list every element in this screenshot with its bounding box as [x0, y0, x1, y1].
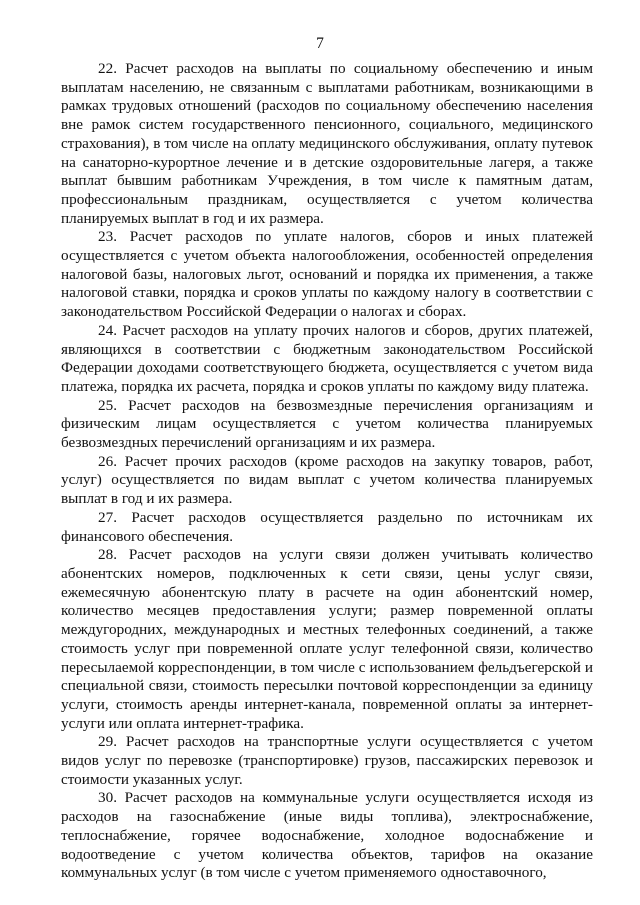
paragraph-29: 29. Расчет расходов на транспортные услуги осуществляется с учетом видов услуг по перевозке (транспортировке) грузов, пассажирских перевозок и стоимости указанных услуг. — [61, 733, 593, 788]
document-body — [61, 60, 593, 883]
paragraph-25: 25. Расчет расходов на безвозмездные перечисления организациям и физическим лицам осуществляется с учетом количества планируемых безвозмездных перечислений организациям и их размера. — [61, 396, 593, 452]
paragraph-28: 28. Расчет расходов на услуги связи должен учитывать количество абонентских номеров, подключенных к сети связи, цены услуг связи, ежемесячную абонентскую плату в расчете на один абонентский номер, количество месяцев предоставления услуги; размер повременной оплаты междугородних, международных и местных телефонных соединений, а также стоимость услуг при повременной оплате услуг телефонной связи, количество пересылаемой корреспонденции, в том числе с использованием фельдъегерской и специальной связи, стоимость пересылки почтовой корреспонденции за единицу услуги, стоимость аренды интернет-канала, повременной оплаты за интернет-услуги или оплата интернет-трафика. — [61, 546, 593, 732]
paragraph-26: 26. Расчет прочих расходов (кроме расходов на закупку товаров, работ, услуг) осуществляется по видам выплат с учетом количества планируемых выплат в год и их размера. — [61, 452, 593, 508]
paragraph-22: 22. Расчет расходов на выплаты по социальному обеспечению и иным выплатам населению, не связанным с выплатами работникам, возникающими в рамках трудовых отношений (расходов по социальному обеспечению населения вне рамок систем государственного пенсионного, социального, медицинского страхования), в том числе на оплату медицинского обслуживания, оплату путевок на санаторно-курортное лечение и в детские оздоровительные лагеря, а также выплат бывшим работникам Учреждения, в том числе к памятным датам, профессиональным праздникам, осуществляется с учетом количества планируемых выплат в год и их размера. — [61, 60, 593, 227]
paragraph-23: 23. Расчет расходов по уплате налогов, сборов и иных платежей осуществляется с учетом объекта налогообложения, особенностей определения налоговой базы, налоговых льгот, оснований и порядка их применения, а также налоговой ставки, порядка и сроков уплаты по каждому налогу в соответствии с законодательством Российской Федерации о налогах и сборах. — [61, 228, 593, 321]
paragraph-27: 27. Расчет расходов осуществляется раздельно по источникам их финансового обеспечения. — [61, 508, 593, 545]
paragraph-30: 30. Расчет расходов на коммунальные услуги осуществляется исходя из расходов на газоснабжение (иные виды топлива), электроснабжение, теплоснабжение, горячее водоснабжение, холодное водоснабжение и водоотведение с учетом количества объектов, тарифов на оказание коммунальных услуг (в том числе с учетом применяемого одноставочного, — [61, 789, 593, 882]
paragraph-24: 24. Расчет расходов на уплату прочих налогов и сборов, других платежей, являющихся в соответствии с бюджетным законодательством Российской Федерации доходами соответствующего бюджета, осуществляется с учетом вида платежа, порядка их расчета, порядка и сроков уплаты по каждому виду платежа. — [61, 321, 593, 395]
page-number: 7 — [316, 35, 324, 52]
